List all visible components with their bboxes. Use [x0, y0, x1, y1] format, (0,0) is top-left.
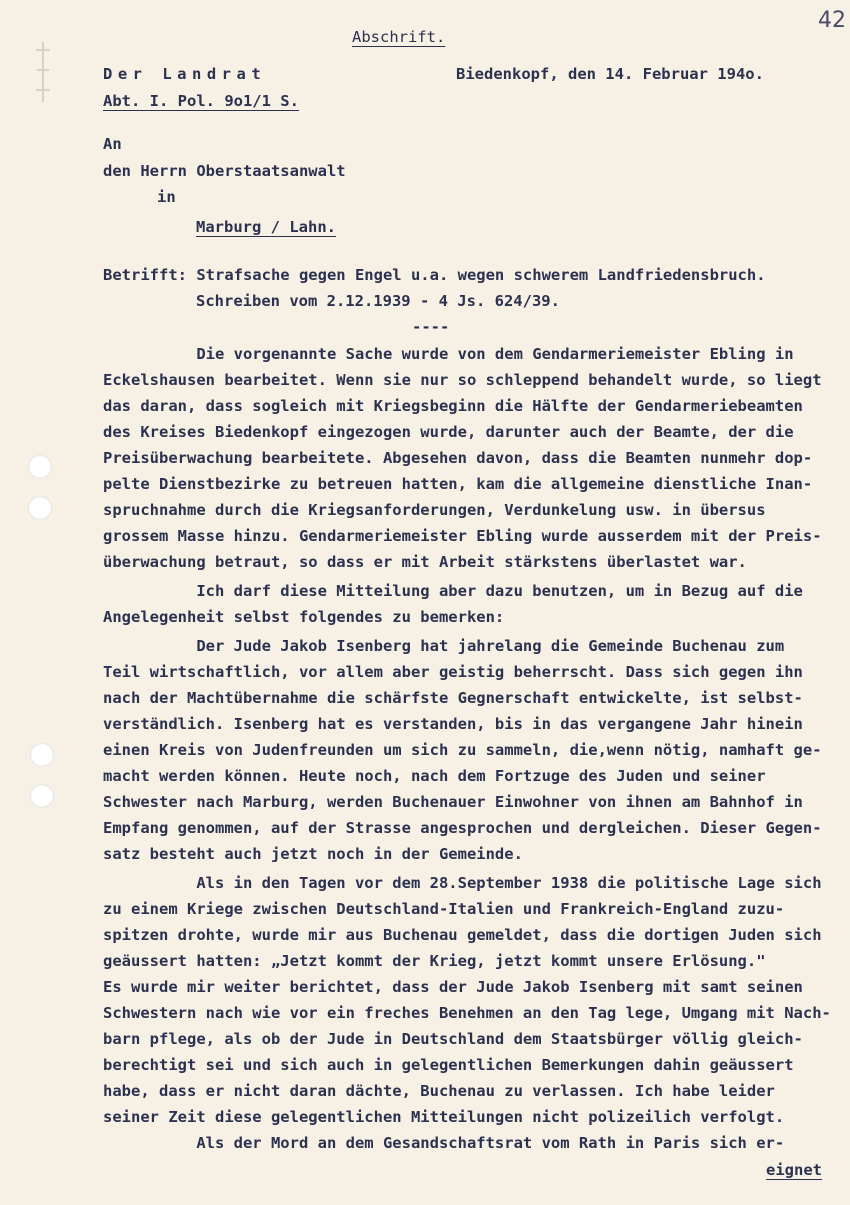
body-line: Ich darf diese Mitteilung aber dazu benutzen, um in Bezug auf die — [103, 582, 803, 600]
body-line: spitzen drohte, wurde mir aus Buchenau gemeldet, dass die dortigen Juden sich — [103, 926, 822, 944]
body-line: zu einem Kriege zwischen Deutschland-Italien und Frankreich-England zuzu- — [103, 900, 785, 918]
body-line: habe, dass er nicht daran dächte, Buchenau zu verlassen. Ich habe leider — [103, 1082, 775, 1100]
body-line: verständlich. Isenberg hat es verstanden, bis in das vergangene Jahr hinein — [103, 715, 803, 733]
address-recipient: den Herrn Oberstaatsanwalt — [103, 162, 346, 180]
body-line: Eckelshausen bearbeitet. Wenn sie nur so schleppend behandelt wurde, so liegt — [103, 371, 822, 389]
sender-name: Der Landrat — [103, 65, 267, 83]
body-line: überwachung betraut, so dass er mit Arbeit stärkstens überlastet war. — [103, 553, 747, 571]
page-number: 42 — [818, 8, 846, 33]
body-line: Empfang genommen, auf der Strasse angesprochen und dergleichen. Dieser Gegen- — [103, 819, 822, 837]
reference-number: Abt. I. Pol. 9o1/1 S. — [103, 92, 299, 110]
catchword: eignet — [766, 1161, 822, 1179]
body-line: grossem Masse hinzu. Gendarmeriemeister Ebling wurde ausserdem mit der Preis- — [103, 527, 822, 545]
staple-mark-icon — [32, 40, 54, 104]
body-line: pelte Dienstbezirke zu betreuen hatten, kam die allgemeine dienstliche Inan- — [103, 475, 813, 493]
punch-hole-icon — [28, 496, 52, 520]
body-line: Preisüberwachung bearbeitete. Abgesehen davon, dass die Beamten nunmehr dop- — [103, 449, 813, 467]
body-line: Schwester nach Marburg, werden Buchenauer Einwohner von ihnen am Bahnhof in — [103, 793, 803, 811]
body-line: barn pflege, als ob der Jude in Deutschland dem Staatsbürger völlig gleich- — [103, 1030, 803, 1048]
body-line: Teil wirtschaftlich, vor allem aber geistig beherrscht. Dass sich gegen ihn — [103, 663, 803, 681]
subject-reference: Schreiben vom 2.12.1939 - 4 Js. 624/39. — [196, 292, 560, 310]
document-title: Abschrift. — [352, 28, 446, 46]
punch-hole-icon — [30, 743, 54, 767]
body-line: Schwestern nach wie vor ein freches Benehmen an den Tag lege, Umgang mit Nach- — [103, 1004, 831, 1022]
body-line: berechtigt sei und sich auch in gelegentlichen Bemerkungen dahin geäussert — [103, 1056, 794, 1074]
body-line: einen Kreis von Judenfreunden um sich zu sammeln, die,wenn nötig, namhaft ge- — [103, 741, 822, 759]
body-line: Es wurde mir weiter berichtet, dass der Jude Jakob Isenberg mit samt seinen — [103, 978, 803, 996]
punch-hole-icon — [30, 784, 54, 808]
punch-hole-icon — [28, 455, 52, 479]
body-line: seiner Zeit diese gelegentlichen Mitteilungen nicht polizeilich verfolgt. — [103, 1108, 785, 1126]
body-line: Als der Mord an dem Gesandschaftsrat vom Rath in Paris sich er- — [103, 1134, 785, 1152]
body-line: nach der Machtübernahme die schärfste Gegnerschaft entwickelte, ist selbst- — [103, 689, 803, 707]
body-line: Angelegenheit selbst folgendes zu bemerken: — [103, 608, 505, 626]
body-line: Der Jude Jakob Isenberg hat jahrelang die Gemeinde Buchenau zum — [103, 637, 785, 655]
subject-separator: ---- — [412, 318, 450, 336]
address-line-an: An — [103, 135, 122, 153]
body-line: des Kreises Biedenkopf eingezogen wurde, darunter auch der Beamte, der die — [103, 423, 794, 441]
body-line: das daran, dass sogleich mit Kriegsbeginn die Hälfte der Gendarmeriebeamten — [103, 397, 803, 415]
address-city: Marburg / Lahn. — [196, 218, 336, 236]
place-date: Biedenkopf, den 14. Februar 194o. — [456, 65, 764, 83]
body-line: spruchnahme durch die Kriegsanforderungen, Verdunkelung usw. in übersus — [103, 501, 766, 519]
body-line: Die vorgenannte Sache wurde von dem Gendarmeriemeister Ebling in — [103, 345, 794, 363]
subject-line: Betrifft: Strafsache gegen Engel u.a. wegen schwerem Landfriedensbruch. — [103, 266, 766, 284]
address-in: in — [157, 188, 176, 206]
body-line: macht werden können. Heute noch, nach dem Fortzuge des Juden und seiner — [103, 767, 766, 785]
body-line: geäussert hatten: „Jetzt kommt der Krieg, jetzt kommt unsere Erlösung." — [103, 952, 766, 970]
body-line: satz besteht auch jetzt noch in der Gemeinde. — [103, 845, 523, 863]
body-line: Als in den Tagen vor dem 28.September 1938 die politische Lage sich — [103, 874, 822, 892]
